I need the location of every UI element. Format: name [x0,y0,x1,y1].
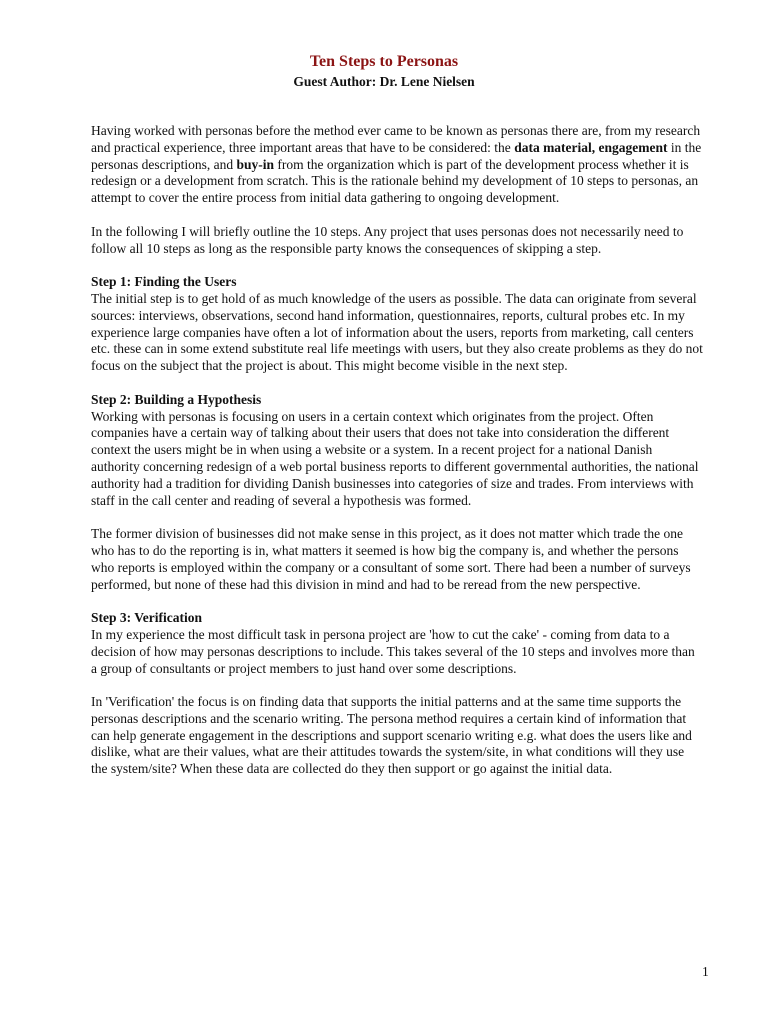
step-1-heading: Step 1: Finding the Users [91,274,237,290]
step-2-paragraph-1: Working with personas is focusing on users in a certain context which originates from the project. Often companies have a certain way of talking about their users that does not take into consideration the different context the users might be in when using a website or a system. In a recent project for a national Danish authority concerning redesign of a web portal business reports to different governmental authorities, the national authority had a tradition for dividing Danish businesses into categories of size and trades. From interviews with staff in the call center and reading of several a hypothesis was formed. [91,408,699,508]
intro-text: Having worked with personas before the method ever came to be known as personas there are, from my research and practical experience, three important areas that have to be considered: the [91,123,701,155]
step-3-paragraph-1: In my experience the most difficult task in persona project are 'how to cut the cake' - coming from data to a decision of how may personas descriptions to include. This takes several of the 10 steps and involves more than a group of consultants or project members to just hand over some descriptions. [91,626,695,676]
step-3-heading: Step 3: Verification [91,610,202,626]
step-1-paragraph: The initial step is to get hold of as much knowledge of the users as possible. The data can originate from several sources: interviews, observations, second hand information, questionnaires, reports, cultural probes etc. In my experience large companies have often a lot of information about the users, reports from marketing, call centers etc. these can in some extend substitute real life meetings with users, but they also create problems as they do not focus on the subject that the project is about. This might become visible in the next step. [91,290,703,374]
document-body [91,123,703,795]
step-3-paragraph-2: In 'Verification' the focus is on finding data that supports the initial patterns and at the same time supports the personas descriptions and the scenario writing. The persona method requires a certain kind of information that can help generate engagement in the descriptions and support scenario writing e.g. what does the users like and dislike, what are their values, what are their attitudes towards the system/site, in what conditions will they use the system/site? When these data are collected do they then support or go against the initial data. [91,694,692,777]
step-2-paragraph-2: The former division of businesses did not make sense in this project, as it does not matter which trade the one who has to do the reporting is in, what matters it seemed is how big the company is, and whether the persons who reports is employed within the company or a consultant of some sort. There had been a number of surveys performed, but none of these had this division in mind and had to be reread from the new perspective. [91,526,691,592]
intro-paragraph-2: In the following I will briefly outline the 10 steps. Any project that uses personas does not necessarily need to follow all 10 steps as long as the responsible party knows the consequences of skipping a step. [91,223,684,256]
document-subtitle: Guest Author: Dr. Lene Nielsen [293,74,475,89]
intro-emphasis: data material, engagement [514,139,668,155]
intro-text: in the personas descriptions, and [91,139,702,172]
page-number: 1 [702,964,709,979]
intro-emphasis: buy-in [236,156,274,172]
intro-text: from the organization which is part of the development process whether it is redesign or a development from scratch. This is the rationale behind my development of 10 steps to personas, an attempt to cover the entire process from initial data gathering to ongoing development. [91,156,699,206]
intro-paragraph-1 [91,123,703,207]
step-2-heading: Step 2: Building a Hypothesis [91,391,262,407]
document-title: Ten Steps to Personas [309,53,459,70]
